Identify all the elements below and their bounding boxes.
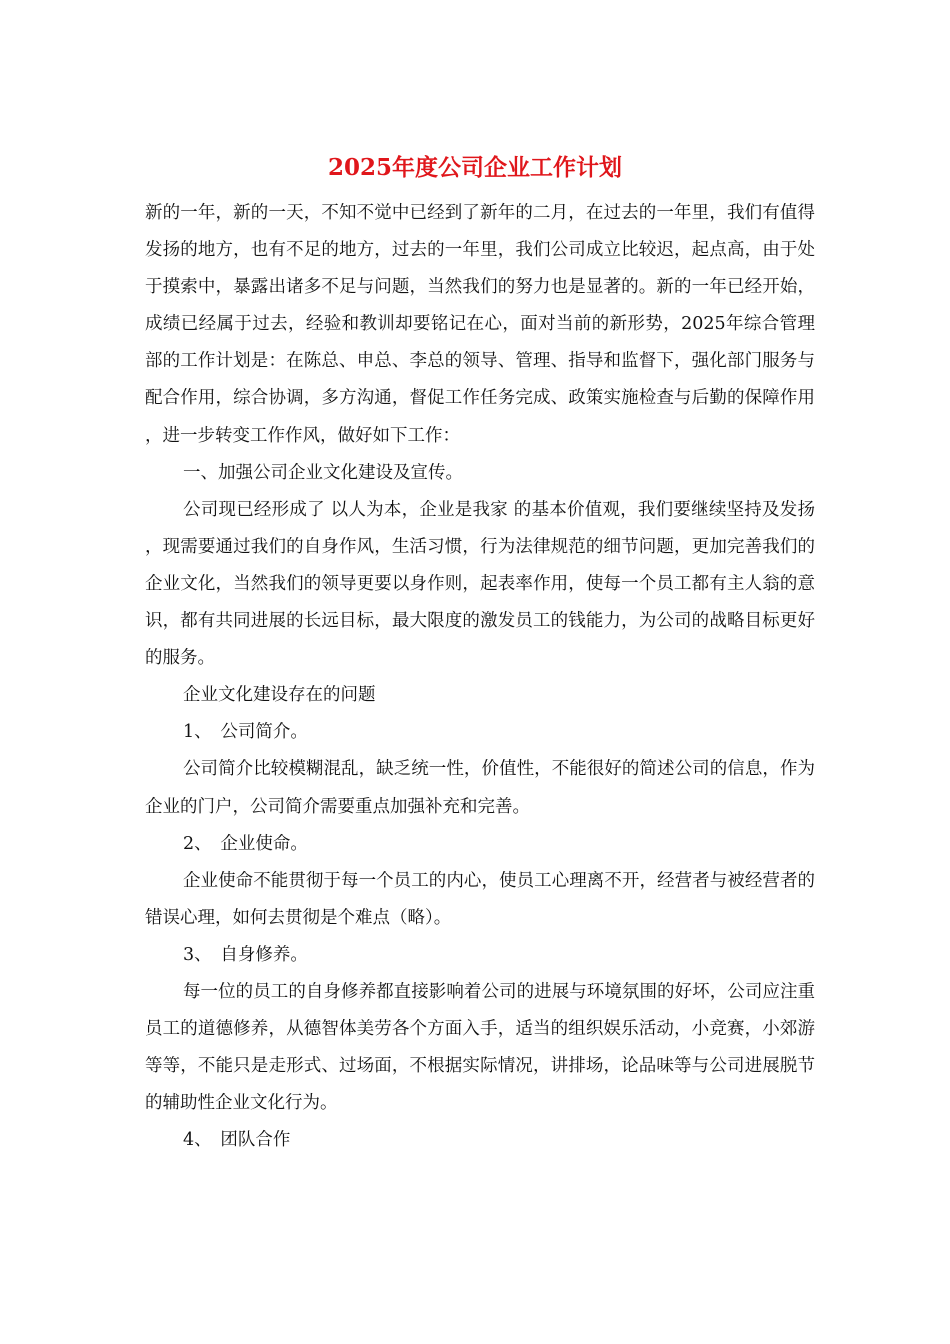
paragraph-item-1: 公司简介比较模糊混乱，缺乏统一性，价值性，不能很好的简述公司的信息，作为企业的门户，公司简介需要重点加强补充和完善。 [145,759,815,817]
list-item-heading-1: 1、 公司简介。 [183,722,308,743]
document-title: 2025年度公司企业工作计划 [327,154,622,181]
subheading-problems: 企业文化建设存在的问题 [183,685,376,706]
document-body [145,195,815,1159]
paragraph-item-2: 企业使命不能贯彻于每一个员工的内心，使员工心理离不开，经营者与被经营者的错误心理，如何去贯彻是个难点（略）。 [145,870,815,928]
list-item-heading-3: 3、 自身修养。 [183,944,308,965]
list-item-heading-2: 2、 企业使命。 [183,833,308,854]
list-item-heading-4: 4、 团队合作 [183,1130,291,1151]
paragraph-culture: 公司现已经形成了 以人为本，企业是我家 的基本价值观，我们要继续坚持及发扬，现需要通过我们的自身作风，生活习惯，行为法律规范的细节问题，更加完善我们的企业文化，当然我们的领导更要以身作则，起表率作用，使每一个员工都有主人翁的意识，都有共同进展的长远目标，最大限度的激发员工的钱能力，为公司的战略目标更好的服务。 [145,499,815,669]
paragraph-item-3: 每一位的员工的自身修养都直接影响着公司的进展与环境氛围的好坏，公司应注重员工的道德修养，从德智体美劳各个方面入手，适当的组织娱乐活动，小竞赛，小郊游等等，不能只是走形式、过场面，不根据实际情况，讲排场，论品味等与公司进展脱节的辅助性企业文化行为。 [145,981,815,1114]
section-heading-culture: 一、加强公司企业文化建设及宣传。 [183,462,463,483]
paragraph-intro: 新的一年，新的一天，不知不觉中已经到了新年的二月，在过去的一年里，我们有值得发扬的地方，也有不足的地方，过去的一年里，我们公司成立比较迟，起点高，由于处于摸索中，暴露出诸多不足与问题，当然我们的努力也是显著的。新的一年已经开始，成绩已经属于过去，经验和教训却要铭记在心，面对当前的新形势，2025年综合管理部的工作计划是：在陈总、申总、李总的领导、管理、指导和监督下，强化部门服务与配合作用，综合协调，多方沟通，督促工作任务完成、政策实施检查与后勤的保障作用，进一步转变工作作风，做好如下工作： [145,203,815,446]
